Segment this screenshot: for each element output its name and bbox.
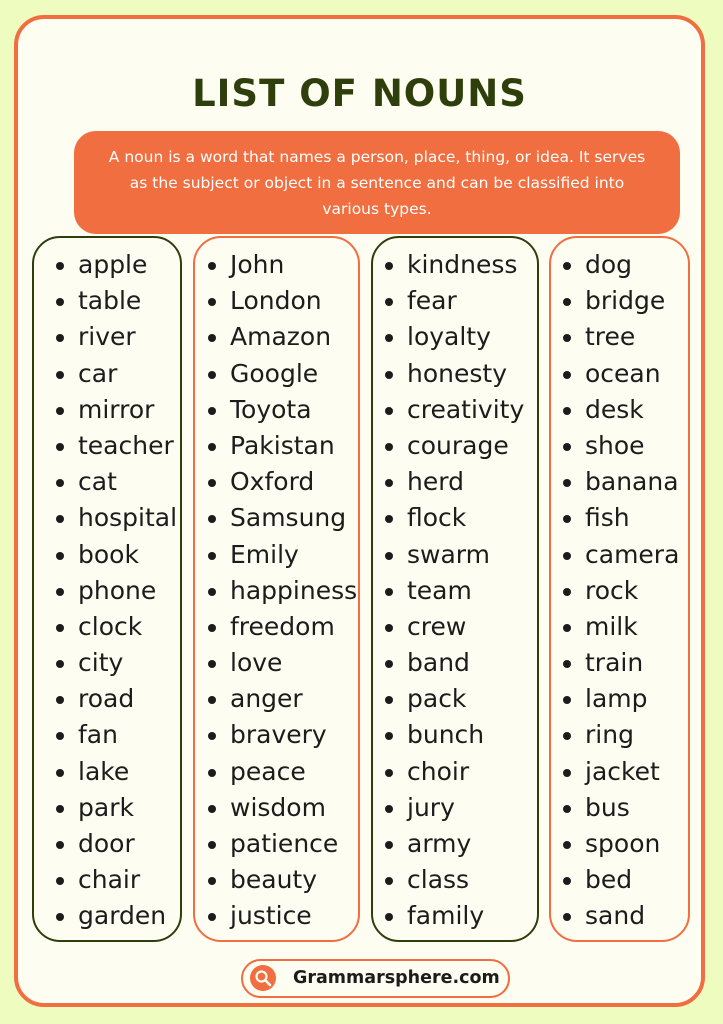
noun-item: patience <box>230 826 358 862</box>
noun-item: love <box>230 645 358 681</box>
noun-item: dog <box>585 247 688 283</box>
noun-item: courage <box>407 428 537 464</box>
page-title: LIST OF NOUNS <box>192 72 527 115</box>
noun-item: camera <box>585 537 688 573</box>
noun-item: mirror <box>78 392 180 428</box>
noun-column-2 <box>193 236 360 942</box>
noun-item: honesty <box>407 356 537 392</box>
noun-item: creativity <box>407 392 537 428</box>
noun-list-3 <box>373 247 537 935</box>
noun-item: ocean <box>585 356 688 392</box>
noun-item: lamp <box>585 681 688 717</box>
noun-item: kindness <box>407 247 537 283</box>
noun-item: jury <box>407 790 537 826</box>
noun-item: pack <box>407 681 537 717</box>
noun-item: justice <box>230 898 358 934</box>
noun-item: city <box>78 645 180 681</box>
noun-item: cat <box>78 464 180 500</box>
noun-item: Oxford <box>230 464 358 500</box>
noun-item: band <box>407 645 537 681</box>
noun-column-1 <box>32 236 182 942</box>
noun-item: London <box>230 283 358 319</box>
noun-item: apple <box>78 247 180 283</box>
noun-item: table <box>78 283 180 319</box>
noun-item: flock <box>407 500 537 536</box>
website-link[interactable]: Grammarsphere.com <box>293 968 500 988</box>
noun-item: car <box>78 356 180 392</box>
noun-column-4 <box>549 236 690 942</box>
noun-item: park <box>78 790 180 826</box>
noun-item: Emily <box>230 537 358 573</box>
noun-list-1 <box>34 247 180 935</box>
noun-item: Amazon <box>230 319 358 355</box>
noun-item: family <box>407 898 537 934</box>
noun-item: garden <box>78 898 180 934</box>
noun-item: team <box>407 573 537 609</box>
noun-item: banana <box>585 464 688 500</box>
noun-item: wisdom <box>230 790 358 826</box>
noun-item: lake <box>78 754 180 790</box>
noun-item: book <box>78 537 180 573</box>
noun-item: spoon <box>585 826 688 862</box>
noun-item: teacher <box>78 428 180 464</box>
intro-banner: A noun is a word that names a person, place, thing, or idea. It serves as the subject or object in a sentence and can be classified into various types. <box>74 131 680 234</box>
noun-item: clock <box>78 609 180 645</box>
noun-item: Google <box>230 356 358 392</box>
noun-item: beauty <box>230 862 358 898</box>
noun-item: chair <box>78 862 180 898</box>
noun-item: jacket <box>585 754 688 790</box>
noun-item: herd <box>407 464 537 500</box>
noun-item: bravery <box>230 717 358 753</box>
noun-item: bed <box>585 862 688 898</box>
noun-item: peace <box>230 754 358 790</box>
noun-list-4 <box>551 247 688 935</box>
noun-item: train <box>585 645 688 681</box>
noun-item: river <box>78 319 180 355</box>
noun-item: class <box>407 862 537 898</box>
noun-item: freedom <box>230 609 358 645</box>
noun-item: bus <box>585 790 688 826</box>
noun-item: ring <box>585 717 688 753</box>
noun-item: swarm <box>407 537 537 573</box>
noun-item: phone <box>78 573 180 609</box>
noun-column-3 <box>371 236 539 942</box>
noun-item: John <box>230 247 358 283</box>
noun-item: rock <box>585 573 688 609</box>
noun-item: shoe <box>585 428 688 464</box>
noun-item: happiness <box>230 573 358 609</box>
noun-item: fan <box>78 717 180 753</box>
noun-item: army <box>407 826 537 862</box>
noun-item: fear <box>407 283 537 319</box>
noun-item: choir <box>407 754 537 790</box>
noun-item: fish <box>585 500 688 536</box>
noun-item: hospital <box>78 500 180 536</box>
noun-item: loyalty <box>407 319 537 355</box>
noun-list-2 <box>195 247 358 935</box>
noun-item: crew <box>407 609 537 645</box>
magnifier-icon <box>250 965 276 991</box>
noun-item: door <box>78 826 180 862</box>
noun-item: anger <box>230 681 358 717</box>
noun-item: desk <box>585 392 688 428</box>
noun-item: tree <box>585 319 688 355</box>
noun-item: Pakistan <box>230 428 358 464</box>
noun-item: milk <box>585 609 688 645</box>
noun-item: Toyota <box>230 392 358 428</box>
noun-item: sand <box>585 898 688 934</box>
noun-item: bunch <box>407 717 537 753</box>
website-badge[interactable] <box>241 959 510 998</box>
noun-item: bridge <box>585 283 688 319</box>
noun-item: Samsung <box>230 500 358 536</box>
noun-item: road <box>78 681 180 717</box>
